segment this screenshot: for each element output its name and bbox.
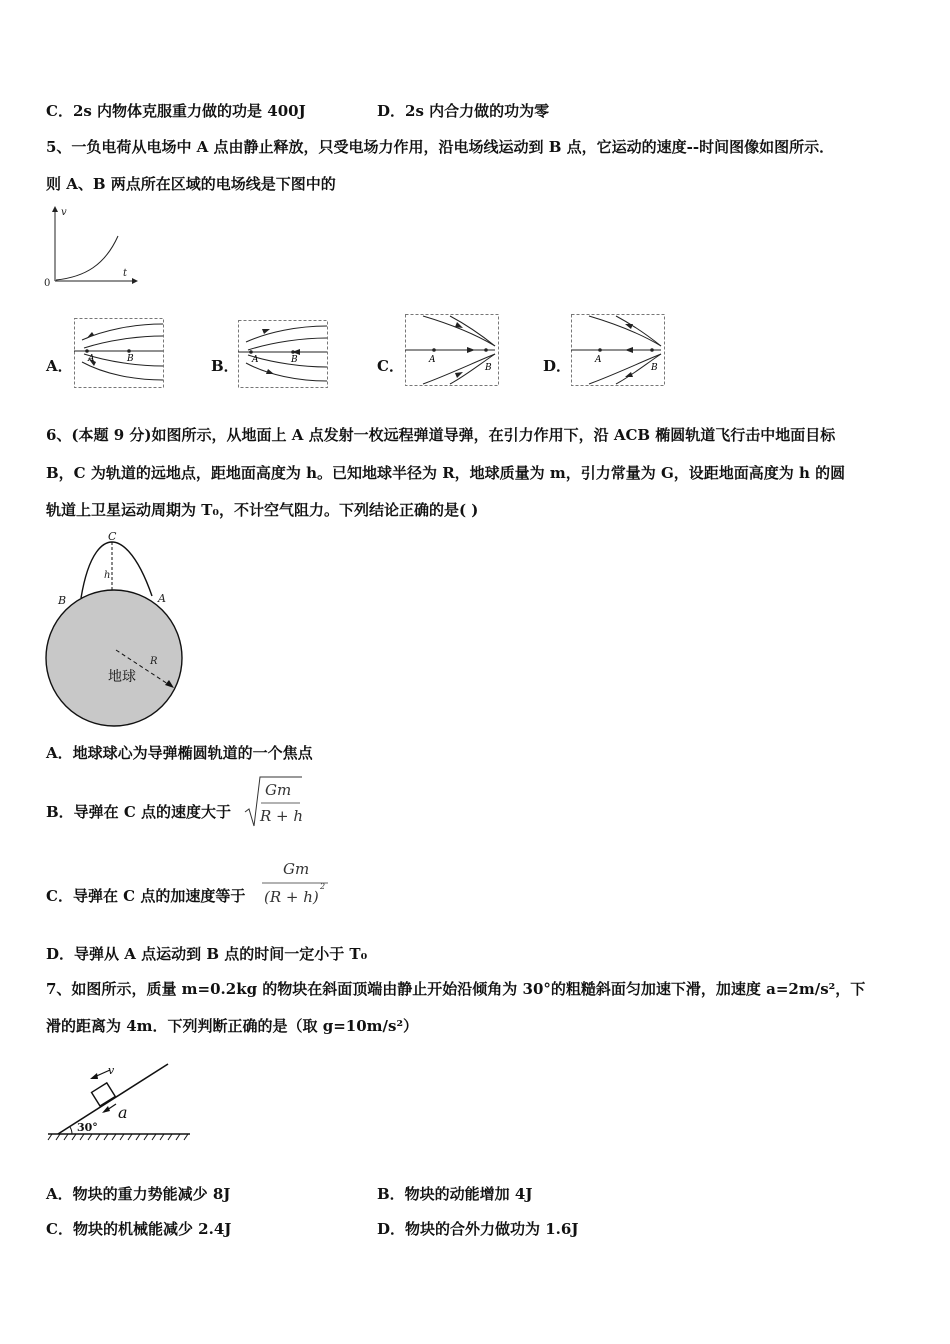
option-a-point-a: A xyxy=(88,354,95,364)
graph-origin-label: 0 xyxy=(44,278,51,289)
graph-v-label: v xyxy=(61,207,67,218)
q6-option-c-denominator: (R + h) xyxy=(264,888,319,906)
option-c-point-b: B xyxy=(485,363,492,373)
q5-option-c-label: C． xyxy=(377,357,404,375)
option-a-point-b: B xyxy=(127,354,134,364)
option-d-point-b: B xyxy=(651,363,658,373)
q7-option-b[interactable]: B．物块的动能增加 4J xyxy=(377,1185,533,1203)
velocity-time-graph xyxy=(40,203,140,293)
missile-orbit-figure xyxy=(44,530,194,730)
field-lines-option-b[interactable] xyxy=(238,320,328,388)
incline-angle-label: 30° xyxy=(77,1121,98,1134)
q6-option-b-denominator: R + h xyxy=(260,807,304,825)
field-lines-option-c[interactable] xyxy=(405,314,499,386)
incline-figure xyxy=(44,1050,204,1150)
graph-t-label: t xyxy=(123,268,128,279)
q6-stem-line3: 轨道上卫星运动周期为 T₀，不计空气阻力。下列结论正确的是( ) xyxy=(46,501,479,519)
q4-option-c: C．2s 内物体克服重力做的功是 400J xyxy=(46,102,306,120)
q6-option-d[interactable]: D．导弹从 A 点运动到 B 点的时间一定小于 T₀ xyxy=(46,945,368,963)
q7-option-c[interactable]: C．物块的机械能减少 2.4J xyxy=(46,1220,232,1238)
q7-stem-line2: 滑的距离为 4m．下列判断正确的是（取 g=10m/s²） xyxy=(46,1017,419,1035)
figure-height-h: h xyxy=(104,570,111,581)
option-d-point-a: A xyxy=(595,355,602,365)
q6-option-c-numerator: Gm xyxy=(283,860,310,878)
q4-option-d: D．2s 内合力做的功为零 xyxy=(377,102,550,120)
q6-stem-line2: B，C 为轨道的远地点，距地面高度为 h。已知地球半径为 R，地球质量为 m，引力常量为 G，设距地面高度为 h 的圆 xyxy=(46,464,846,482)
figure-point-c: C xyxy=(108,530,117,543)
figure-radius-r: R xyxy=(150,656,158,667)
q5-stem-line1: 5、一负电荷从电场中 A 点由静止释放，只受电场力作用，沿电场线运动到 B 点，它运动的速度--时间图像如图所示． xyxy=(46,138,835,156)
incline-acceleration-label: a xyxy=(118,1103,128,1122)
q7-stem-line1: 7、如图所示，质量 m=0.2kg 的物块在斜面顶端由静止开始沿倾角为 30°的粗糙斜面匀加速下滑，加速度 a=2m/s²，下 xyxy=(46,980,866,998)
q6-option-c[interactable]: C．导弹在 C 点的加速度等于 xyxy=(46,887,246,905)
q5-option-a-label: A． xyxy=(46,357,73,375)
q7-option-a[interactable]: A．物块的重力势能减少 8J xyxy=(46,1185,231,1203)
incline-velocity-label: v xyxy=(108,1064,115,1077)
field-lines-option-a[interactable] xyxy=(74,318,164,388)
option-b-point-b: B xyxy=(291,355,298,365)
q6-option-b-numerator: Gm xyxy=(265,781,292,799)
option-c-point-a: A xyxy=(429,355,436,365)
q5-option-d-label: D． xyxy=(543,357,572,375)
q6-option-c-exponent: 2 xyxy=(320,882,326,891)
q5-option-b-label: B． xyxy=(211,357,239,375)
q6-option-a[interactable]: A．地球球心为导弹椭圆轨道的一个焦点 xyxy=(46,744,313,762)
option-b-point-a: A xyxy=(252,355,259,365)
figure-earth-label: 地球 xyxy=(108,669,136,685)
q6-stem-line1: 6、(本题 9 分)如图所示，从地面上 A 点发射一枚远程弹道导弹，在引力作用下，沿 ACB 椭圆轨道飞行击中地面目标 xyxy=(46,426,836,444)
q6-option-b[interactable]: B．导弹在 C 点的速度大于 xyxy=(46,803,232,821)
figure-point-a: A xyxy=(158,592,166,605)
q7-option-d[interactable]: D．物块的合外力做功为 1.6J xyxy=(377,1220,579,1238)
field-lines-option-d[interactable] xyxy=(571,314,665,386)
figure-point-b: B xyxy=(58,594,67,607)
q5-stem-line2: 则 A、B 两点所在区域的电场线是下图中的 xyxy=(46,175,336,193)
